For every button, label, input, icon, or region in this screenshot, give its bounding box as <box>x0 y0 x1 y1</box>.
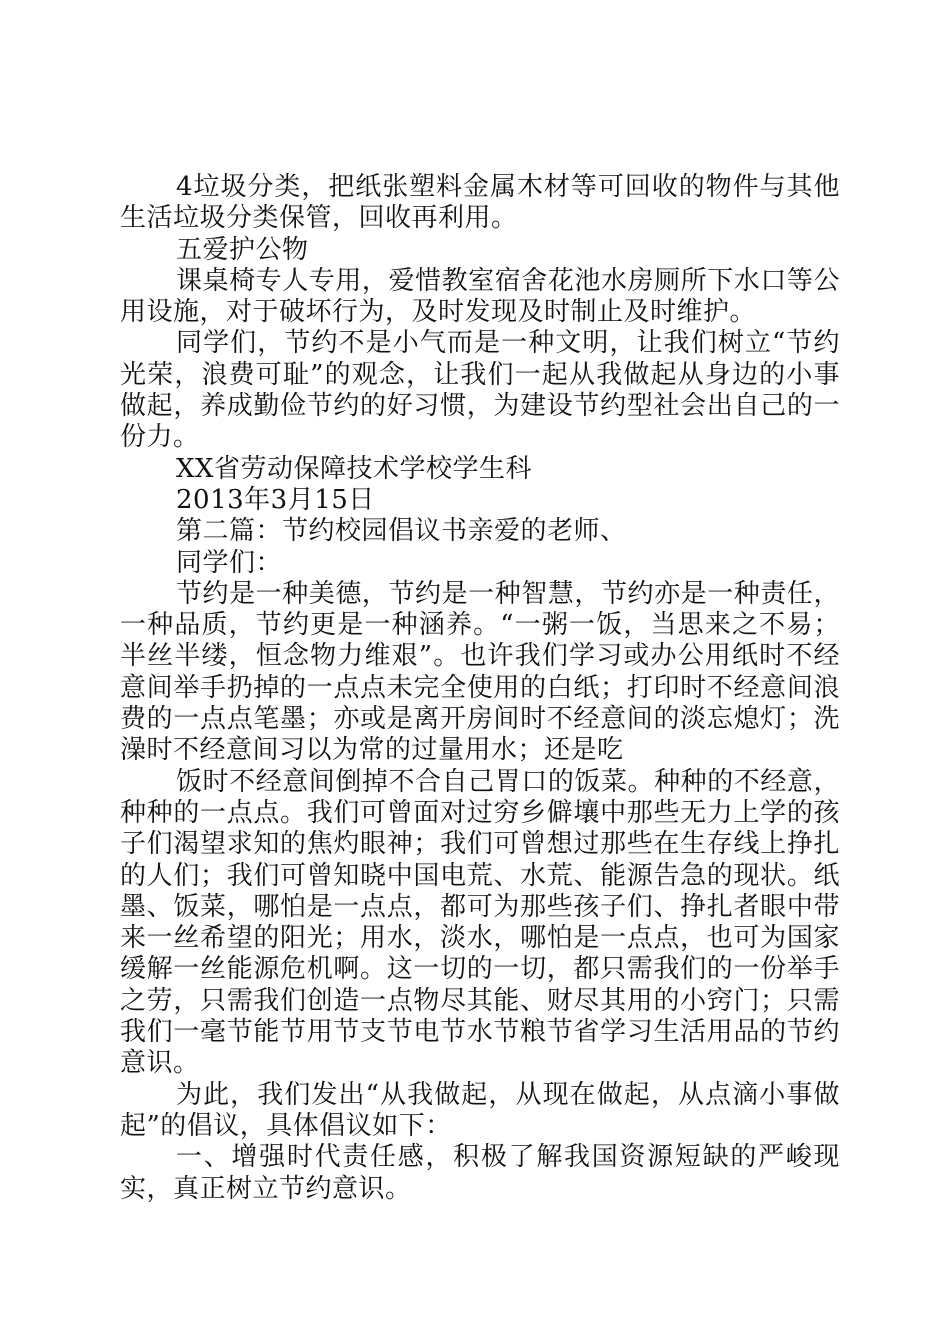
paragraph-call-to-students: 同学们，节约不是小气而是一种文明，让我们树立“节约光荣，浪费可耻”的观念，让我们一起从我做起从身边的小事做起，养成勤俭节约的好习惯，为建设节约型社会出自己的一份力。 <box>120 328 840 453</box>
paragraph-initiative: 为此，我们发出“从我做起，从现在做起，从点滴小事做起”的倡议，具体倡议如下： <box>120 1079 840 1141</box>
heading-protect-public-property: 五爱护公物 <box>176 234 309 265</box>
document-body <box>120 172 840 1205</box>
paragraph-public-facilities: 课桌椅专人专用，爱惜教室宿舍花池水房厕所下水口等公用设施，对于破坏行为，及时发现及时制止及时维护。 <box>120 265 840 328</box>
paragraph-first-proposal: 一、增强时代责任感，积极了解我国资源短缺的严峻现实，真正树立节约意识。 <box>120 1142 840 1204</box>
paragraph-garbage-sorting: 4垃圾分类，把纸张塑料金属木材等可回收的物件与其他生活垃圾分类保管，回收再利用。 <box>120 172 840 234</box>
signature-date: 2013年3月15日 <box>176 484 375 515</box>
salutation: 同学们： <box>176 547 283 578</box>
paragraph-food-waste: 饭时不经意间倒掉不合自己胃口的饭菜。种种的不经意，种种的一点点。我们可曾面对过穷乡僻壤中那些无力上学的孩子们渴望求知的焦灼眼神；我们可曾想过那些在生存线上挣扎的人们；我们可曾知晓中国电荒、水荒、能源告急的现状。纸墨、饭菜，哪怕是一点点，都可为那些孩子们、挣扎者眼中带来一丝希望的阳光；用水，淡水，哪怕是一点点，也可为国家缓解一丝能源危机啊。这一切的一切，都只需我们的一份举手之劳，只需我们创造一点物尽其能、财尽其用的小窍门；只需我们一毫节能节用节支节电节水节粮节省学习生活用品的节约意识。 <box>120 766 840 1079</box>
signature-organization: XX省劳动保障技术学校学生科 <box>176 453 533 484</box>
paragraph-thrift-virtue: 节约是一种美德，节约是一种智慧，节约亦是一种责任，一种品质，节约更是一种涵养。“一粥一饭，当思来之不易；半丝半缕，恒念物力维艰”。也许我们学习或办公用纸时不经意间举手扔掉的一点点未完全使用的白纸；打印时不经意间浪费的一点点笔墨；亦或是离开房间时不经意间的淡忘熄灯；洗澡时不经意间习以为常的过量用水；还是吃 <box>120 578 840 766</box>
section-title-second-article: 第二篇：节约校园倡议书亲爱的老师、 <box>176 516 627 547</box>
